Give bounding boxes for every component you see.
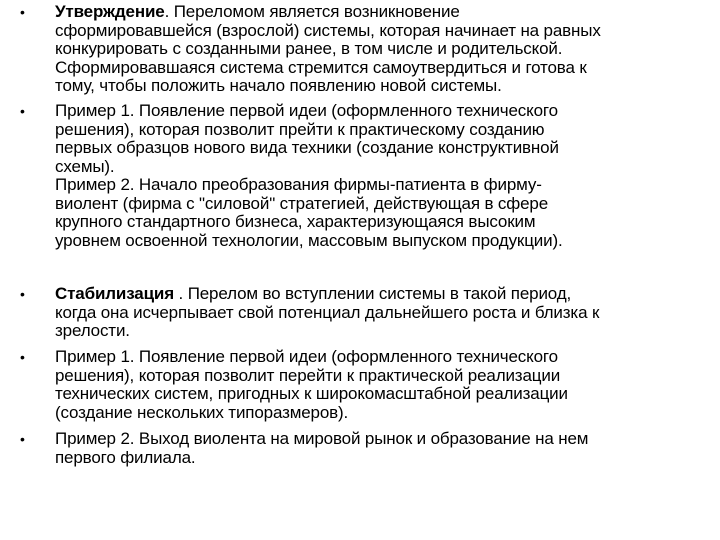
bullet-marker: •	[20, 4, 25, 20]
item-body: Пример 1. Появление первой идеи (оформленного технического решения), которая позволит прейти к практическому созданию первых образцов нового вида техники (создание конструктивной схемы). Пример 2. Начало преобразования фирмы-патиента в фирму- виолент (фирма с "силовой" стратегией, действующая в сфере крупного стандартного бизнеса, характеризующаяся высоким уровнем освоенной технологии, массовым выпуском продукции).	[55, 101, 563, 250]
item-body: Пример 1. Появление первой идеи (оформленного технического решения), которая позволит перейти к практической реализации технических систем, пригодных к широкомасштабной реализации (создание нескольких типоразмеров).	[55, 347, 568, 422]
list-item-text	[55, 3, 715, 96]
term-label: Стабилизация	[55, 284, 174, 303]
item-body: . Перелом во вступлении системы в такой период, когда она исчерпывает свой потенциал дальнейшего роста и близка к зрелости.	[55, 284, 600, 340]
bullet-marker: •	[20, 431, 25, 447]
term-label: Утверждение	[55, 2, 165, 21]
list-item-text	[55, 430, 715, 467]
bullet-marker: •	[20, 349, 25, 365]
list-item-text	[55, 285, 715, 341]
item-body: Пример 2. Выход виолента на мировой рынок и образование на нем первого филиала.	[55, 429, 589, 467]
bullet-marker: •	[20, 286, 25, 302]
list-item-text	[55, 102, 715, 250]
bullet-marker: •	[20, 103, 25, 119]
list-item-text	[55, 348, 715, 422]
item-body: . Переломом является возникновение сформировавшейся (взрослой) системы, которая начинает на равных конкурировать с созданными ранее, в том числе и родительской. Сформировавшаяся система стремится самоутвердиться и готова к тому, чтобы положить начало появлению новой системы.	[55, 2, 601, 95]
